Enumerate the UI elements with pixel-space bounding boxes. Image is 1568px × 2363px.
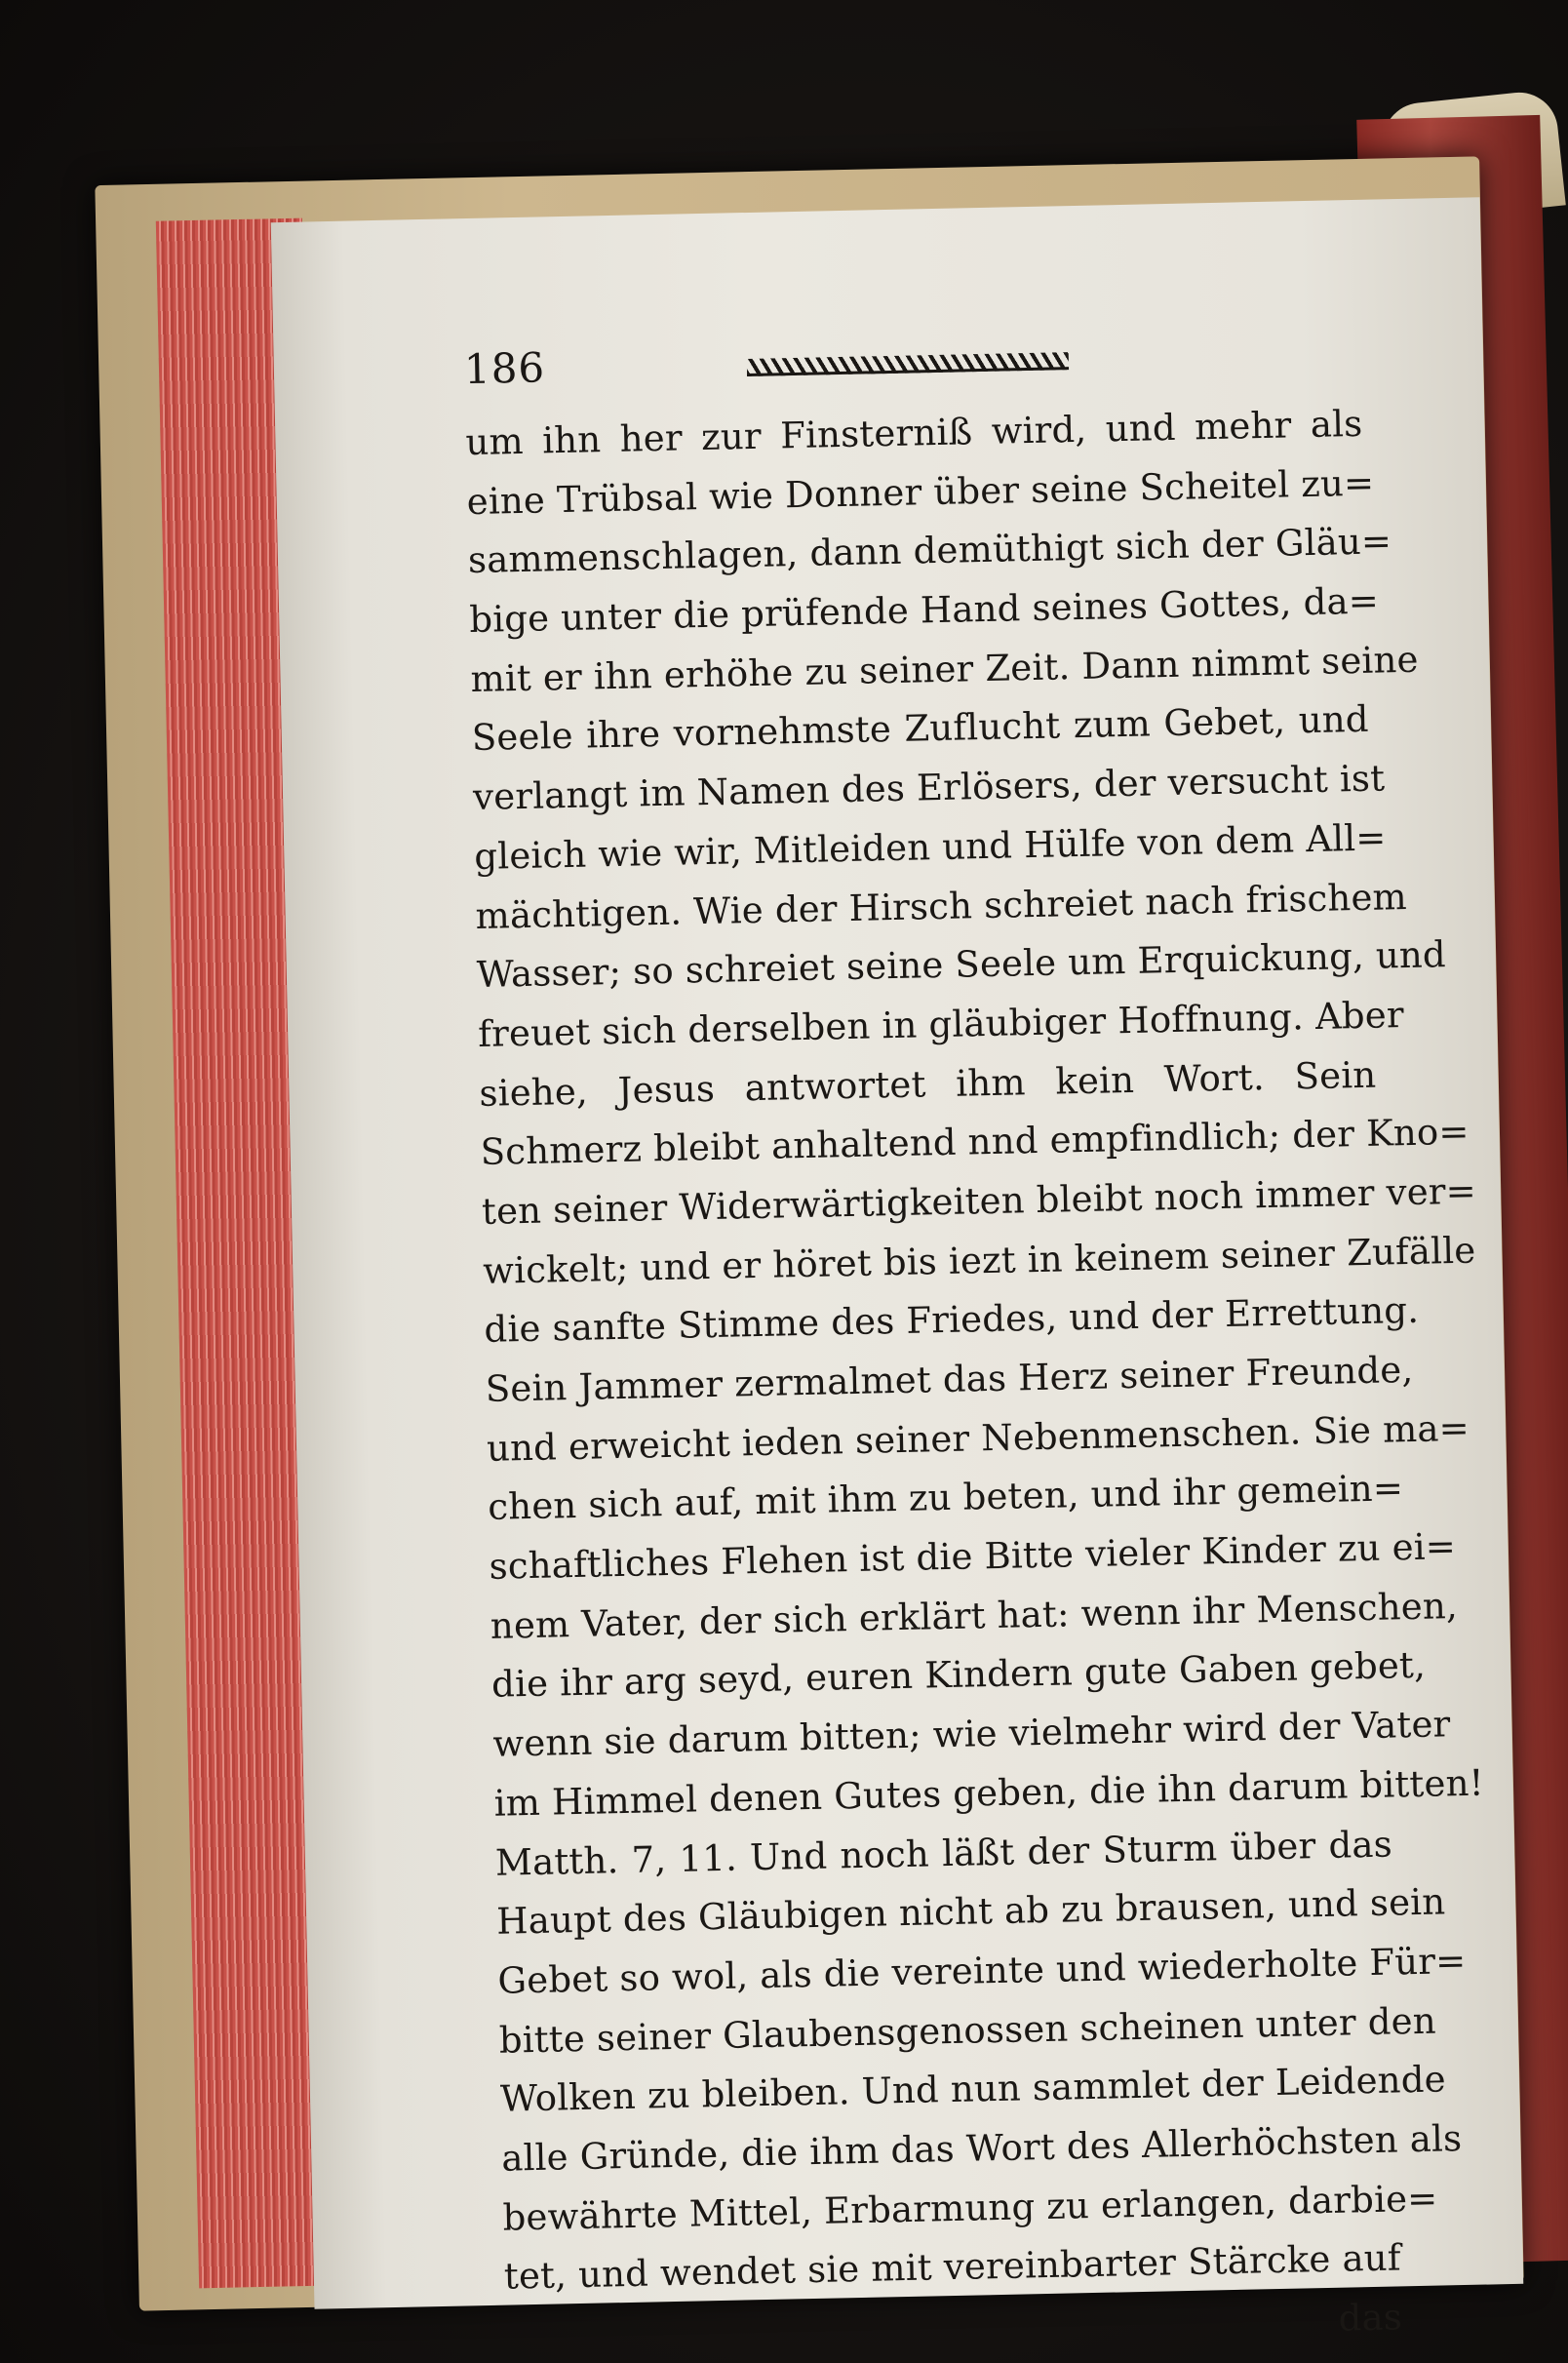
- text-line: Sein Jammer zermalmet das Herz seiner Freunde,: [485, 1348, 1414, 1410]
- text-line: Gebet so wol, als die vereinte und wiederholte Für=: [497, 1939, 1467, 2002]
- text-line: wickelt; und er höret bis iezt in keinem seiner Zufälle: [482, 1229, 1476, 1292]
- text-block: [463, 327, 1485, 2363]
- text-line: eine Trübsal wie Donner über seine Scheitel zu=: [466, 461, 1375, 523]
- text-line: Seele ihre vornehmste Zuflucht zum Gebet, und: [471, 698, 1370, 760]
- text-line: nem Vater, der sich erklärt hat: wenn ihr Menschen,: [490, 1584, 1459, 1647]
- text-line: sammenschlagen, dann demüthigt sich der Gläu=: [467, 520, 1392, 582]
- text-line: bewährte Mittel, Erbarmung zu erlangen, darbie=: [502, 2177, 1438, 2239]
- text-line: um ihn her zur Finsterniß wird, und mehr als: [465, 402, 1363, 464]
- header-ornament: [747, 352, 1069, 376]
- text-line: ten seiner Widerwärtigkeiten bleibt noch immer ver=: [481, 1169, 1477, 1233]
- text-line: chen sich auf, mit ihm zu beten, und ihr gemein=: [487, 1467, 1404, 1529]
- text-line: bitte seiner Glaubensgenossen scheinen unter den: [498, 1999, 1437, 2062]
- text-line: alle Gründe, die ihm das Wort des Allerhöchsten als: [500, 2117, 1463, 2180]
- text-line: Wasser; so schreiet seine Seele um Erquickung, und: [476, 933, 1447, 997]
- text-line: Wolken zu bleiben. Und nun sammlet der Leidende: [499, 2058, 1447, 2120]
- text-line: tet, und wendet sie mit vereinbarter Stärcke auf: [503, 2236, 1402, 2298]
- text-line: im Himmel denen Gutes geben, die ihn darum bitten!: [493, 1761, 1485, 1825]
- text-line: siehe, Jesus antwortet ihm kein Wort. Sein: [479, 1053, 1377, 1115]
- text-line: Schmerz bleibt anhaltend nnd empfindlich; der Kno=: [480, 1110, 1470, 1174]
- book-page: [271, 197, 1524, 2340]
- text-line: schaftliches Flehen ist die Bitte vieler Kinder zu ei=: [489, 1525, 1457, 1588]
- text-line: Matth. 7, 11. Und noch läßt der Sturm über das: [494, 1823, 1393, 1884]
- text-line: bige unter die prüfende Hand seines Gottes, da=: [468, 579, 1380, 642]
- text-line: verlangt im Namen des Erlösers, der versucht ist: [472, 757, 1386, 819]
- text-line: wenn sie darum bitten; wie vielmehr wird der Vater: [492, 1703, 1451, 1765]
- text-line: mächtigen. Wie der Hirsch schreiet nach frischem: [475, 875, 1408, 937]
- text-line: und erweicht ieden seiner Nebenmenschen. Sie ma=: [486, 1406, 1470, 1470]
- text-line: Haupt des Gläubigen nicht ab zu brausen, und sein: [495, 1880, 1446, 1943]
- text-line: freuet sich derselben in gläubiger Hoffnung. Aber: [477, 993, 1405, 1055]
- text-line: gleich wie wir, Mitleiden und Hülfe von dem All=: [473, 816, 1387, 878]
- text-line: die ihr arg seyd, euren Kindern gute Gaben gebet,: [490, 1644, 1427, 1707]
- catchword: das: [1338, 2296, 1403, 2340]
- text-line: mit er ihn erhöhe zu seiner Zeit. Dann nimmt seine: [470, 638, 1419, 700]
- text-line: die sanfte Stimme des Friedes, und der Errettung.: [484, 1289, 1420, 1352]
- page-number: 186: [463, 343, 546, 394]
